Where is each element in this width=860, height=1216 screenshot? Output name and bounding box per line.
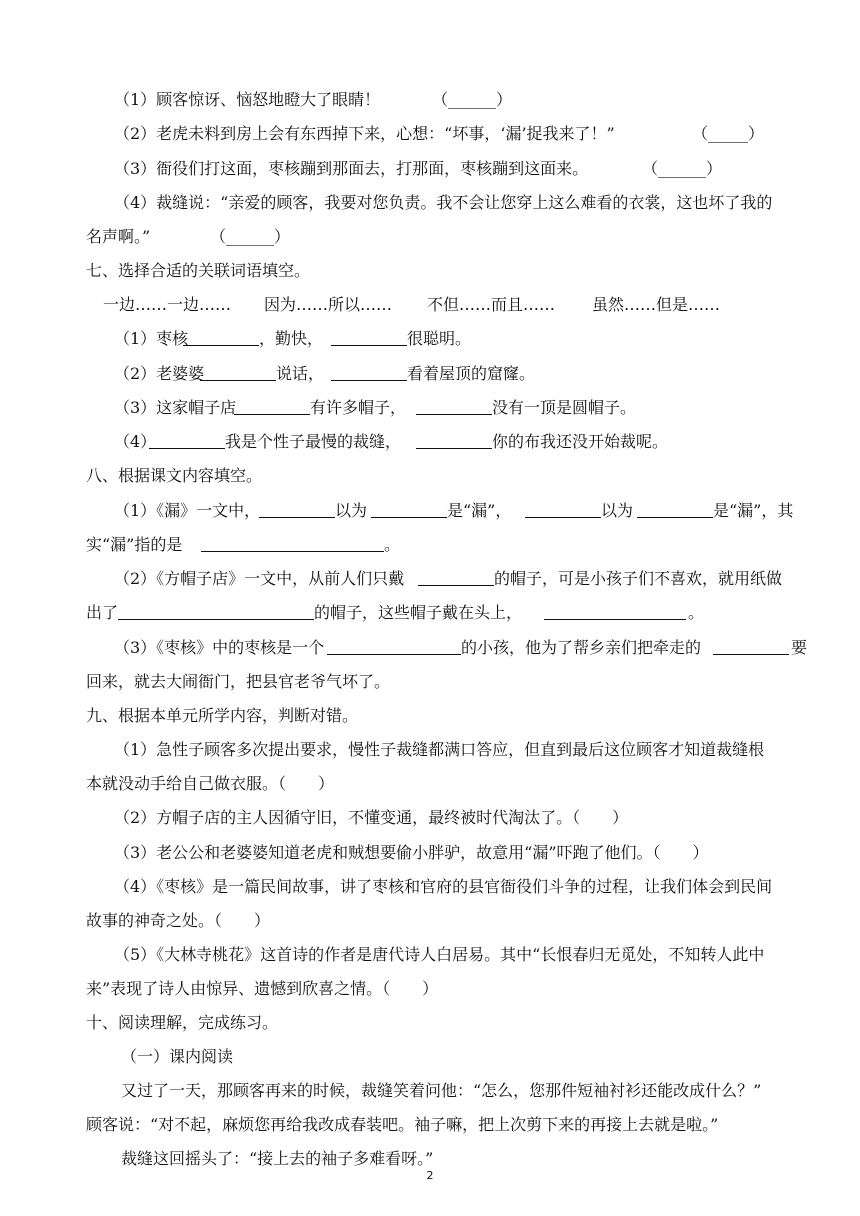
s7-option-2: 因为……所以…… [264, 295, 393, 314]
s10-heading-text: 十、阅读理解，完成练习。 [86, 1013, 279, 1032]
s8-q2-blank-3[interactable] [544, 603, 686, 620]
s7-i3-mid: 有许多帽子， [310, 398, 407, 417]
s8-q1-b: 以为 [335, 501, 368, 520]
s8-q1-c: 是“漏”， [447, 501, 512, 520]
s8-q2-b: 的帽子，可是小孩子们不喜欢，就用纸做 [494, 569, 783, 588]
s7-i2-end: 看着屋顶的窟窿。 [407, 364, 536, 383]
s8-q1-a: （1）《漏》一文中， [114, 501, 261, 520]
s10-p2-text: 裁缝这回摇头了：“接上去的袖子多难看呀。” [121, 1149, 434, 1168]
s7-i2-prefix: （2）老婆婆 [114, 364, 205, 383]
s7-i4-prefix: （4） [114, 432, 157, 451]
s7-i4-blank-2[interactable] [416, 432, 492, 449]
s8-q1-blank-3[interactable] [525, 501, 601, 518]
s6-q4-answer-blank[interactable]: （______） [210, 227, 291, 246]
s6-q4-text-1: （4）裁缝说：“亲爱的顾客，我要对您负责。我不会让您穿上这么难看的衣裳，这也坏了我的 [114, 193, 773, 212]
s8-q2-end: 。 [688, 603, 705, 622]
s7-i3-prefix: （3）这家帽子店 [114, 398, 237, 417]
s9-q1-text-1: （1）急性子顾客多次提出要求，慢性子裁缝都满口答应，但直到最后这位顾客才知道裁缝根 [114, 740, 765, 759]
s8-heading-text: 八、根据课文内容填空。 [86, 466, 263, 485]
s8-q3-c: 要 [791, 638, 808, 657]
s9-q5-text-1: （5）《大林寺桃花》这首诗的作者是唐代诗人白居易。其中“长恨春归无觅处，不知转人此中 [114, 945, 765, 964]
s8-q3-b: 的小孩，他为了帮乡亲们把牵走的 [461, 638, 702, 657]
s7-option-1: 一边……一边…… [103, 295, 232, 314]
s8-q3-blank-1[interactable] [327, 638, 461, 655]
s8-q1-blank-4[interactable] [637, 501, 713, 518]
s10-p1-text-2: 顾客说：“对不起，麻烦您再给我改成春装吧。袖子嘛，把上次剪下来的再接上去就是啦。” [86, 1115, 719, 1134]
s7-option-4: 虽然……但是…… [592, 295, 721, 314]
s8-q1-blank-5[interactable] [201, 535, 384, 552]
s9-q1-text-2[interactable]: 本就没动手给自己做衣服。（ ） [86, 774, 335, 793]
s6-q4-text-2: 名声啊。” [86, 227, 151, 246]
s7-i3-blank-2[interactable] [416, 398, 492, 415]
s8-q2-line2-text: 出了 [86, 603, 119, 622]
s9-q5-text-2[interactable]: 来”表现了诗人由惊异、遗憾到欣喜之情。（ ） [86, 979, 439, 998]
s6-q3-answer-blank[interactable]: （______） [642, 159, 723, 178]
s7-i2-mid: 说话， [276, 364, 325, 383]
s7-i2-blank-2[interactable] [331, 364, 407, 381]
s8-q1-end: 。 [384, 535, 401, 554]
s8-q3-a: （3）《枣核》中的枣核是一个 [114, 638, 325, 657]
s6-q1-answer-blank[interactable]: （______） [432, 90, 513, 109]
s9-heading-text: 九、根据本单元所学内容，判断对错。 [86, 706, 359, 725]
s8-q2-c: 的帽子，这些帽子戴在头上， [314, 603, 523, 622]
s8-q1-line2-text: 实“漏”指的是 [86, 535, 183, 554]
s6-q1-text: （1）顾客惊讶、恼怒地瞪大了眼睛！ [114, 90, 381, 109]
s7-i4-blank-1[interactable] [149, 432, 225, 449]
s8-q3-blank-2[interactable] [713, 638, 789, 655]
s6-q2-answer-blank[interactable]: （_____） [692, 124, 765, 143]
s8-q2-blank-1[interactable] [418, 569, 494, 586]
s7-i1-blank-2[interactable] [331, 329, 407, 346]
s8-q2-blank-2[interactable] [118, 603, 314, 620]
s7-heading-text: 七、选择合适的关联词语填空。 [86, 261, 311, 280]
s9-q3-text[interactable]: （3）老公公和老婆婆知道老虎和贼想要偷小胖驴，故意用“漏”吓跑了他们。（ ） [114, 843, 709, 862]
s7-i2-blank-1[interactable] [200, 364, 276, 381]
s9-q4-text-1: （4）《枣核》是一篇民间故事，讲了枣核和官府的县官衙役们斗争的过程，让我们体会到民间 [114, 877, 773, 896]
s7-i3-end: 没有一顶是圆帽子。 [492, 398, 637, 417]
s7-i1-end: 很聪明。 [407, 329, 472, 348]
s8-q3-line2-text: 回来，就去大闹衙门，把县官老爷气坏了。 [86, 672, 391, 691]
s8-q1-blank-2[interactable] [371, 501, 447, 518]
s7-i1-mid: ，勤快， [259, 329, 324, 348]
s10-p1-text-1: 又过了一天，那顾客再来的时候，裁缝笑着问他：“怎么，您那件短袖衬衫还能改成什么？” [121, 1081, 762, 1100]
s9-q2-text[interactable]: （2）方帽子店的主人因循守旧，不懂变通，最终被时代淘汰了。（ ） [114, 808, 629, 827]
s7-i1-prefix: （1）枣核 [114, 329, 189, 348]
s7-i4-end: 你的布我还没开始裁呢。 [492, 432, 669, 451]
s6-q3-text: （3）衙役们打这面，枣核蹦到那面去，打那面，枣核蹦到这面来。 [114, 159, 589, 178]
s8-q1-d: 以为 [601, 501, 634, 520]
s7-option-3: 不但……而且…… [427, 295, 556, 314]
page-number: 2 [426, 1169, 434, 1182]
s8-q1-e: 是“漏”，其 [713, 501, 794, 520]
s9-q4-text-2[interactable]: 故事的神奇之处。（ ） [86, 911, 271, 930]
s7-i3-blank-1[interactable] [234, 398, 310, 415]
s6-q2-text: （2）老虎未料到房上会有东西掉下来，心想：“坏事，‘漏’捉我来了！” [114, 124, 615, 143]
s7-i4-mid: 我是个性子最慢的裁缝， [225, 432, 402, 451]
s10-sub-text: （一）课内阅读 [121, 1047, 234, 1066]
s7-i1-blank-1[interactable] [183, 329, 259, 346]
s8-q2-a: （2）《方帽子店》一文中，从前人们只戴 [114, 569, 405, 588]
s8-q1-blank-1[interactable] [259, 501, 335, 518]
